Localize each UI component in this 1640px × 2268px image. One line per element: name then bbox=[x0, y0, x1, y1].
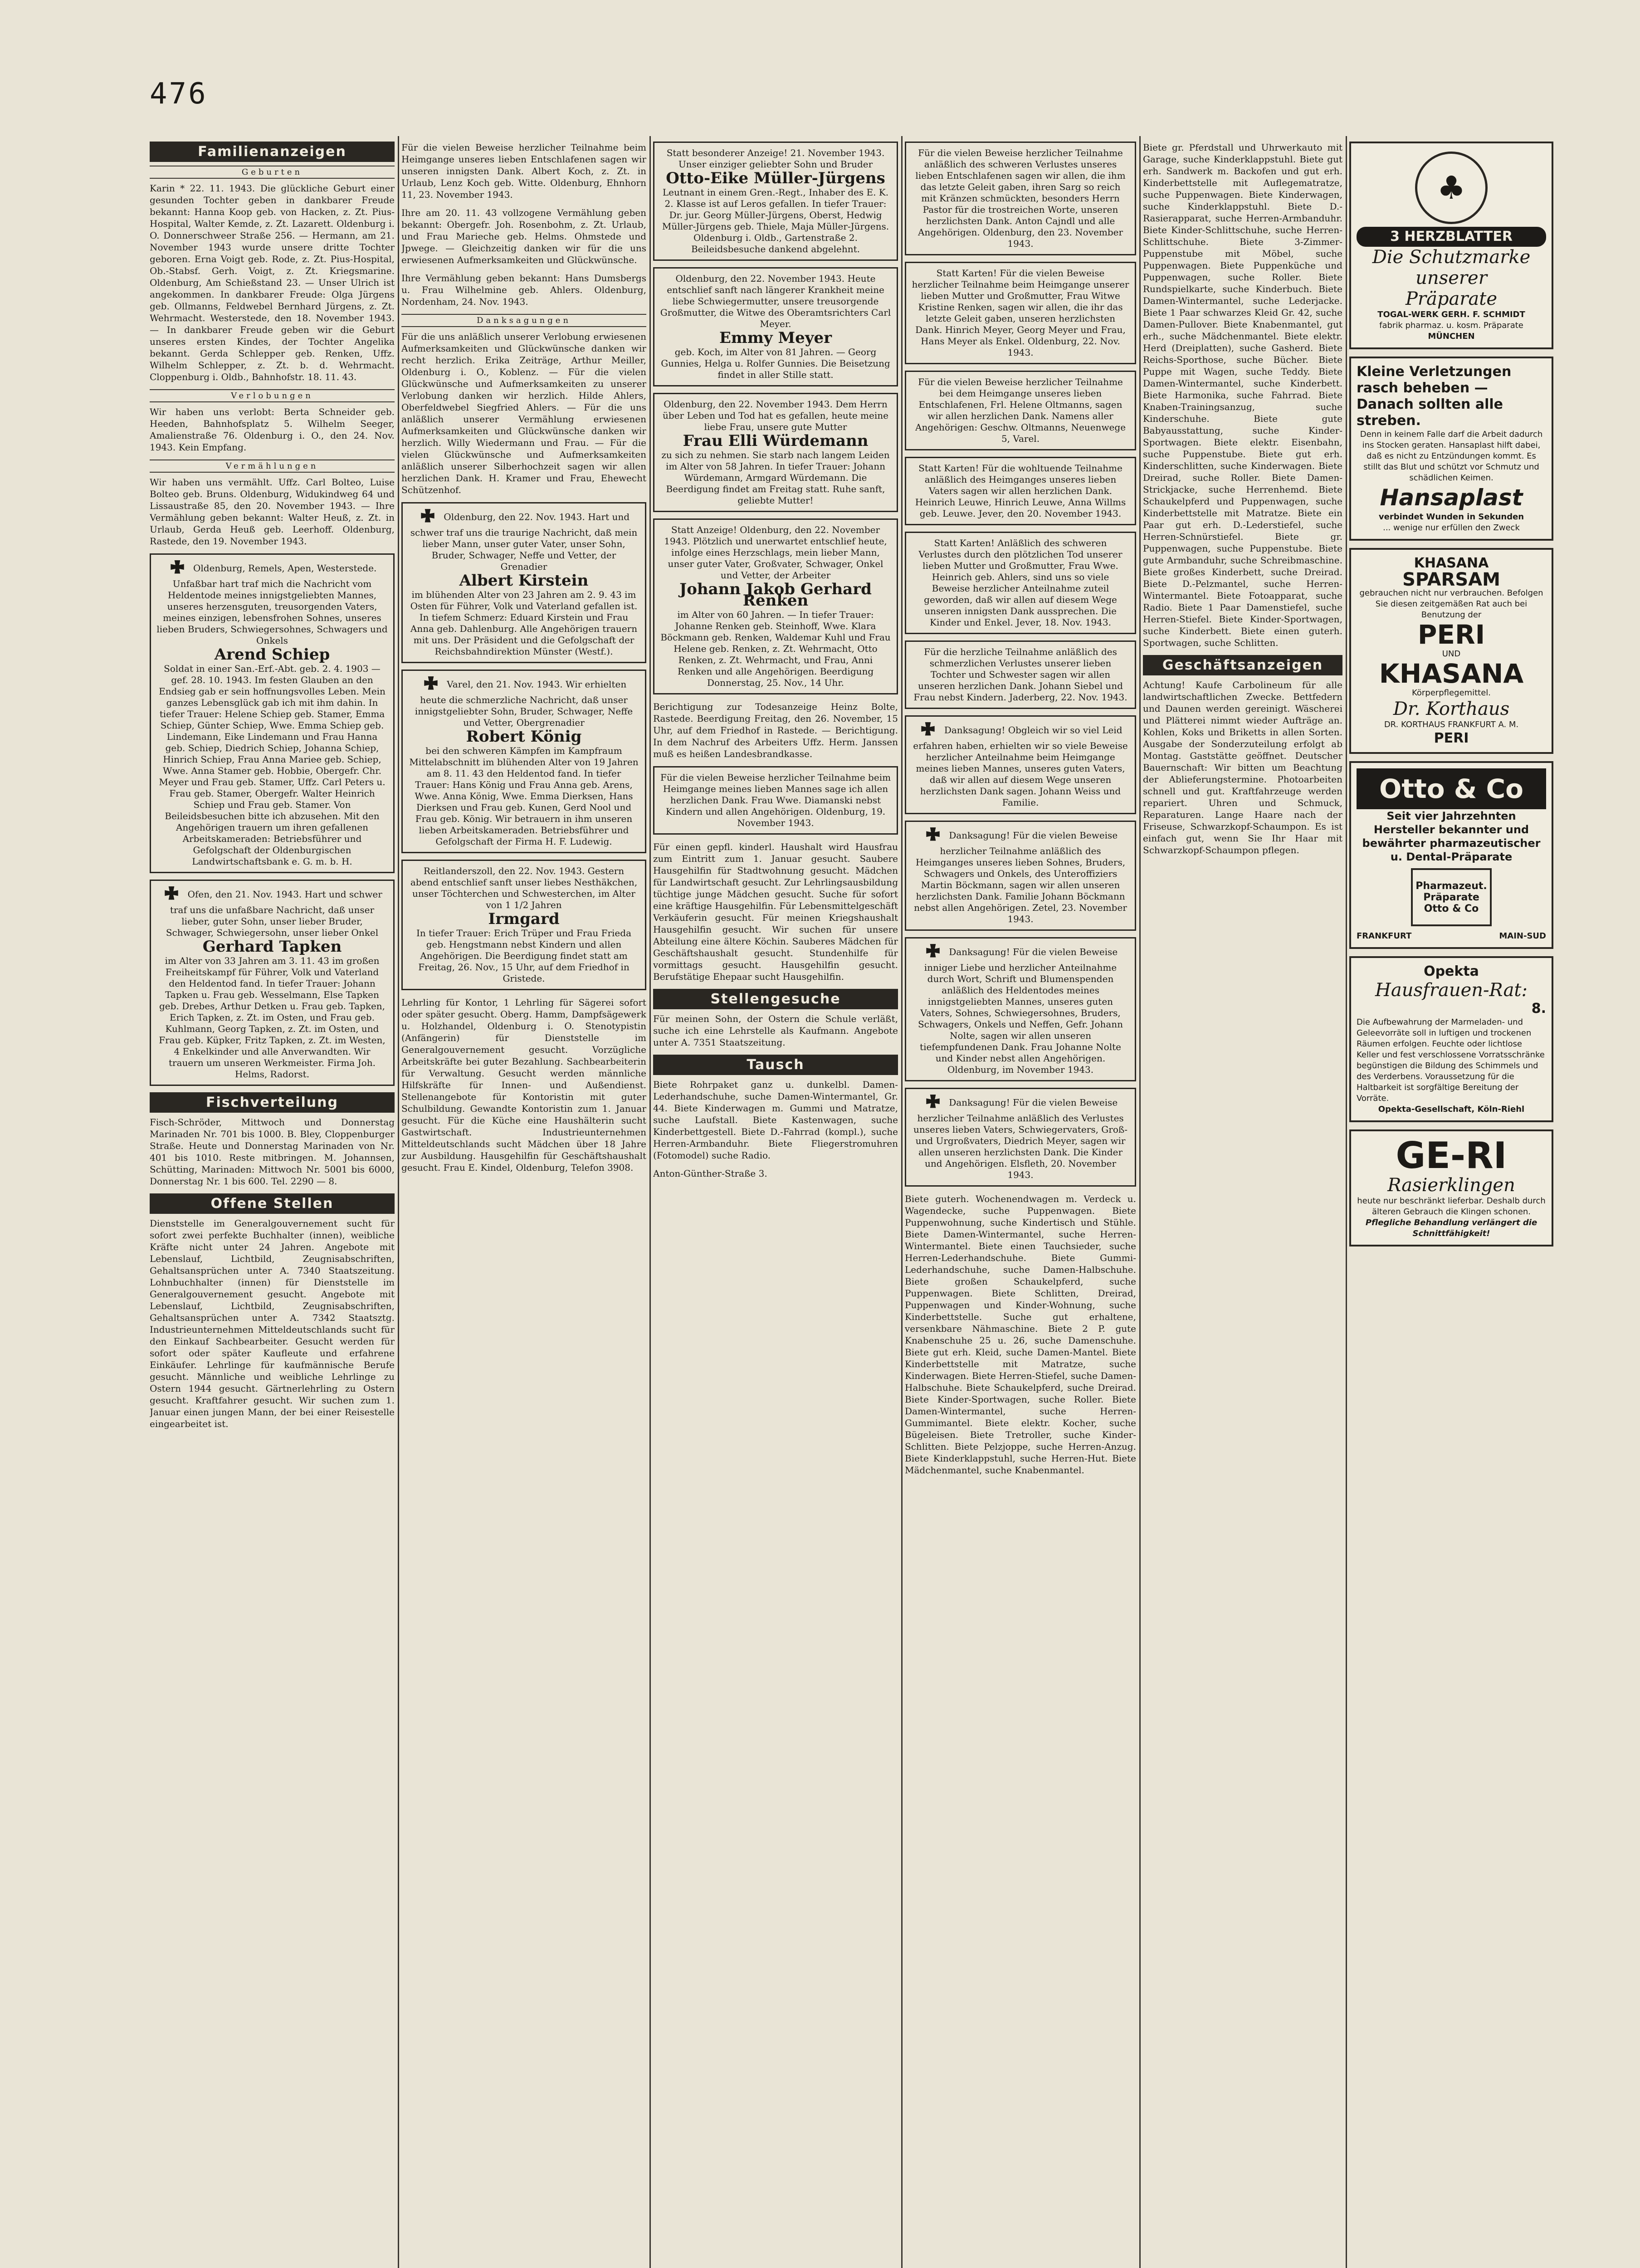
death-notice bbox=[653, 393, 898, 512]
iron-cross-icon bbox=[923, 1094, 942, 1113]
otto-co-stamp: Pharmazeut. Präparate Otto & Co bbox=[1411, 868, 1492, 926]
hansaplast-ad bbox=[1349, 357, 1553, 541]
column-rule bbox=[649, 136, 651, 2268]
togal-line-3: Präparate bbox=[1405, 288, 1498, 309]
engaged-subheader: Verlobungen bbox=[150, 389, 395, 402]
deceased-name: Gerhard Tapken bbox=[202, 938, 342, 956]
iron-cross-icon bbox=[918, 721, 937, 740]
death-notice-text: Oldenburg, Remels, Apen, Westerstede. Unfaßbar hart traf mich die Nachricht vom Heldentode meines innigstgeliebten Mannes, unseres herzensguten, treusorgenden Vaters, meines einzigen, lebensfrohen Sohnes, unseres lieben Bruders, Schwiegersohnes, Schwagers und Onkels bbox=[156, 562, 388, 646]
death-notice-text: Oldenburg, den 22. November 1943. Dem Herrn über Leben und Tod hat es gefallen, heute meine liebe Frau, unsere gute Mutter bbox=[663, 399, 888, 432]
death-notice-body: geb. Koch, im Alter von 81 Jahren. — Georg Gunnies, Helga u. Rolfer Gunnies. Die Beisetzung findet in aller Stille statt. bbox=[661, 347, 890, 380]
death-notice bbox=[653, 267, 898, 386]
khasana-sub: Körperpflegemittel. bbox=[1411, 688, 1491, 698]
togal-maker: TOGAL-WERK GERH. F. SCHMIDT bbox=[1377, 310, 1525, 319]
death-notice-body: zu sich zu nehmen. Sie starb nach langem Leiden im Alter von 58 Jahren. In tiefer Trauer: Johann Würdemann, Armgard Würdemann. Die Beerdigung findet am Freitag statt. Ruhe sanft, geliebte Mutter! bbox=[661, 450, 890, 506]
opekta-number: 8. bbox=[1531, 1001, 1546, 1017]
fish-text: Fisch-Schröder, Mittwoch und Donnerstag Marinaden Nr. 701 bis 1000. B. Bley, Cloppenburger Straße. Heute und Donnerstag Marinaden von Nr. 401 bis 1010. Reste mitbringen. M. Johannsen, Schütting, Marinaden: Mittwoch Nr. 5001 bis 6000, Donnerstag Nr. 1 bis 600. Tel. 2290 — 8. bbox=[150, 1117, 395, 1187]
column-4 bbox=[905, 142, 1136, 2268]
otto-co-ad bbox=[1349, 761, 1553, 949]
iron-cross-icon bbox=[162, 885, 181, 904]
deceased-name: Frau Elli Würdemann bbox=[683, 432, 869, 450]
death-notice-body: Soldat in einer San.-Erf.-Abt. geb. 2. 4. 1903 — gef. 28. 10. 1943. Im festen Glauben an den Endsieg gab er sein hoffnungsvolles Leben. Mein ganzes Lebensglück gab ich mit ihm dahin. In tiefer Trauer: Helene Schiep geb. Stamer, Emma Schiep, Günter Schiep, Wwe. Emma Schiep geb. Lindemann, Eike Lindemann und Frau Hanna geb. Schiep, Diedrich Schiep, Johanna Schiep, Hinrich Schiep, Frau Anna Mariee geb. Schiep, Wwe. Anna Stamer geb. Hobbie, Obergefr. Chr. Meyer und Frau geb. Stamer, Uffz. Carl Peters u. Frau geb. Stamer, Obergefr. Walter Heinrich Schiep und Frau geb. Stamer. Von Beileidsbesuchen bitte ich abzusehen. Mit den Angehörigen trauern um ihren gefallenen Arbeitskameraden: Betriebsführer und Gefolgschaft der Oldenburgischen Landwirtschaftsbank e. G. m. b. H. bbox=[159, 663, 386, 867]
column-3 bbox=[653, 142, 898, 2268]
opekta-brand: Opekta bbox=[1424, 963, 1479, 979]
hansaplast-slogan: verbindet Wunden in Sekunden bbox=[1378, 512, 1524, 522]
togal-sub: fabrik pharmaz. u. kosm. Präparate bbox=[1379, 321, 1523, 330]
thanks-notice: Für die vielen Beweise herzlicher Teilnahme anläßlich des schweren Verlustes unseres lieben Entschlafenen sagen wir allen, die ihm das letzte Geleit gaben, ihren Sarg so reich mit Kränzen schmückten, besonders Herrn Pastor für die trostreichen Worte, unseren herzlichsten Dank. Anton Cajndl und alle Angehörigen. Oldenburg, den 23. November 1943. bbox=[905, 142, 1136, 255]
ge-ri-brand: GE-RI bbox=[1396, 1134, 1507, 1177]
otto-co-city-2: MAIN-SUD bbox=[1499, 931, 1546, 941]
death-notice bbox=[653, 518, 898, 694]
thanks-notice: Für die vielen Beweise herzlicher Teilnahme beim Heimgange meines lieben Mannes sage ich allen herzlichen Dank. Frau Wwe. Diamanski nebst Kindern und allen Angehörigen. Oldenburg, 19. November 1943. bbox=[653, 766, 898, 835]
fish-header: Fischverteilung bbox=[150, 1092, 395, 1113]
iron-cross-icon bbox=[168, 559, 187, 578]
column-2 bbox=[401, 142, 646, 2268]
column-end-text: Anton-Günther-Straße 3. bbox=[653, 1168, 767, 1179]
otto-co-text: Seit vier Jahrzehnten Hersteller bekannter und bewährter pharmazeutischer u. Dental-Präparate bbox=[1362, 810, 1541, 863]
column-rule bbox=[398, 136, 399, 2268]
peri-und: UND bbox=[1442, 649, 1461, 659]
jobs-text: Dienststelle im Generalgouvernement sucht für sofort zwei perfekte Buchhalter (innen), weibliche Kräfte nicht unter 24 Jahren. Angebote mit Lebenslauf, Lichtbild, Zeugnisabschriften, Gehaltsansprüchen unter A. 7340 Staatszeitung. Lohnbuchhalter (innen) für Dienststelle im Generalgouvernement gesucht. Angebote mit Lebenslauf, Lichtbild, Zeugnisabschriften, Gehaltsansprüchen unter A. 7342 Staatsztg. Industrieunternehmen Mitteldeutschlands sucht für den Einkauf Sachbearbeiter. Gesucht werden für sofort oder später Kaufleute und erfahrene Einkäufer. Lehrlinge für kaufmännische Berufe gesucht. Männliche und weibliche Lehrlinge zu Ostern 1944 gesucht. Gärtnerlehrling zu Ostern gesucht. Kraftfahrer gesucht. Wir suchen zum 1. Januar einen jungen Mann, der bei einer Reisestelle eingearbeitet ist. bbox=[150, 1218, 395, 1429]
khasana-badge: KHASANA bbox=[1414, 555, 1489, 571]
togal-ad bbox=[1349, 142, 1553, 349]
deceased-name: Albert Kirstein bbox=[459, 572, 589, 590]
exchange-text: Biete gr. Pferdstall und Uhrwerkauto mit Garage, suche Kinderklappstuhl. Biete gut erh. Sandwerk m. Backofen und gut erh. Kinderbettstelle mit Auflegematratze, suche Puppenwagen. Biete Kinderwagen, suche Kinderklappstuhl. Biete D.-Rasierapparat, suche Herren-Armbanduhr. Biete Kinder-Schlittschuhe, suche Herren-Schlittschuhe. Biete 3-Zimmer-Puppenstube mit Möbel, suche Puppenwagen. Biete Puppenküche und Puppenwagen, suche Roller. Biete Rundspielkarte, suche Kinderbuch. Biete Damen-Wintermantel, suche Lederjacke. Biete 1 Paar schwarzes Kleid Gr. 42, suche Damen-Pullover. Biete Knabenmantel, gut erh., suche Mädchenmantel. Biete elektr. Herd (Dreiplatten), suche Gasherd. Biete Reichs-Sporthose, suche Bücher. Biete Puppe mit Wagen, suche Teddy. Biete Damen-Wintermantel, suche Kinderbett. Biete Harmonika, suche Fahrrad. Biete Knaben-Trainingsanzug, suche Kinderschuhe. Biete gute Babyausstattung, suche Kinder-Sportwagen. Biete elektr. Eisenbahn, suche Puppenstube. Biete gut erh. Kinderschlitten, suche Kinderwagen. Biete Dreirad, suche Roller. Biete Damen-Strickjacke, suche Herrenhemd. Biete Schaukelpferd und Puppenwagen, suche Kinderbettstelle mit Matratze. Biete ein Paar gut erh. D.-Lederstiefel, suche Herren-Schnürstiefel. Biete gr. Puppenwagen, suche Puppenstube. Biete gute Armbanduhr, suche Schreibmaschine. Biete großes Kinderbett, suche Dreirad. Biete D.-Pelzmantel, suche Herren-Wintermantel. Biete Fotoapparat, suche Radio. Biete 1 Paar Damenstiefel, suche Herren-Stiefel. Biete Kinder-Sportwagen, suche Kinderbett. Biete einen guterh. Sportwagen, suche Schlitten. bbox=[1143, 142, 1342, 648]
jobs-header: Offene Stellen bbox=[150, 1193, 395, 1214]
death-notice-text: Statt Anzeige! Oldenburg, den 22. November 1943. Plötzlich und unerwartet entschlief heute, infolge eines Herzschlags, mein lieber Mann, unser guter Vater, Großvater, Schwager, Onkel und Vetter, der Arbeiter bbox=[664, 524, 887, 581]
business-header: Geschäftsanzeigen bbox=[1143, 655, 1342, 675]
khasana-peri-ad bbox=[1349, 548, 1553, 754]
thanks-notice: Statt Karten! Anläßlich des schweren Verlustes durch den plötzlichen Tod unserer lieben Mutter und Großmutter, Frau Wwe. Heinrich geb. Ahlers, sind uns so viele Beweise herzlicher Anteilnahme zuteil geworden, daß wir allen auf diesem Wege unseren innigsten Dank aussprechen. Die Kinder und Enkel. Jever, 18. Nov. 1943. bbox=[905, 532, 1136, 634]
deceased-name: Arend Schiep bbox=[214, 645, 330, 664]
death-notice bbox=[150, 553, 395, 873]
togal-brand: 3 HERZBLATTER bbox=[1357, 227, 1546, 247]
thanks-subheader: Danksagungen bbox=[401, 314, 646, 327]
deceased-name: Johann Jakob Gerhard Renken bbox=[679, 580, 872, 610]
hansaplast-slogan-2: ... wenige nur erfüllen den Zweck bbox=[1383, 523, 1520, 533]
thanks-notice bbox=[905, 1088, 1136, 1187]
business-text: Achtung! Kaufe Carbolineum für alle landwirtschaftlichen Zwecke. Bettfedern und Daunen werden gereinigt. Wäscherei und Plätterei nimmt wieder Aufträge an. Kohlen, Koks und Briketts in allen Sorten. Ausgabe der Sonderzuteilung erfolgt ab Montag. Gaststätte geöffnet. Deutscher Bauernschaft: Wir bitten um Beachtung der Ablieferungstermine. Photoarbeiten schnell und gut. Kraftfahrzeuge werden repariert. Uhren und Schmuck, Reparaturen. Lange Haare nach der Friseuse, Schwarzkopf-Schaumpon. Es ist einfach gut, wenn Sie Ihr Haar mit Schwarzkopf-Schaumpon pflegen. bbox=[1143, 679, 1342, 855]
otto-co-brand: Otto & Co bbox=[1357, 768, 1546, 809]
deceased-name: Otto-Eike Müller-Jürgens bbox=[666, 169, 885, 187]
opekta-text: Die Aufbewahrung der Marmeladen- und Geleevorräte soll in luftigen und trockenen Räumen erfolgen. Feuchte oder lichtlose Keller und fest verschlossene Vorratsschränke begünstigen die Bildung des Schimmels und des Verderbens. Voraussetzung für die Haltbarkeit ist sorgfältige Bereitung der Vorräte. bbox=[1357, 1017, 1545, 1103]
togal-city: MÜNCHEN bbox=[1428, 332, 1475, 341]
thanks-notice-text: Danksagung! Für die vielen Beweise herzlicher Teilnahme anläßlich des Verlustes unseres lieben Vaters, Schwiegervaters, Groß- und Urgroßvaters, Diedrich Meyer, sagen wir allen unseren herzlichsten Dank. Die Kinder und Angehörigen. Elsfleth, 20. November 1943. bbox=[913, 1097, 1128, 1180]
thanks-text: Für die uns anläßlich unserer Verlobung erwiesenen Aufmerksamkeiten und Glückwünsche danken wir recht herzlich. Erika Zeiträge, Arthur Meiller, Oldenburg i. O., Koblenz. — Für die vielen Glückwünsche und Aufmerksamkeiten zu unserer Verlobung danken wir herzlich. Hilde Ahlers, Oberfeldwebel Siegfried Ahlers. — Für die uns anläßlich unserer Vermählung erwiesenen Aufmerksamkeiten und Glückwünsche danken wir herzlich. Willy Wiedermann und Frau. — Für die vielen Glückwünsche und Aufmerksamkeiten anläßlich unserer Silberhochzeit sagen wir allen herzlichen Dank. H. Kramer und Frau, Ehewecht Schützenhof. bbox=[401, 331, 646, 495]
exchange-text: Biete guterh. Wochenendwagen m. Verdeck u. Wagendecke, suche Puppenwagen. Biete Puppenwohnung, suche Kindertisch und Stühle. Biete Damen-Wintermantel, suche Herren-Wintermantel. Biete einen Tauchsieder, suche Herren-Lederhandschuhe. Biete Gummi-Lederhandschuhe, suche Damen-Halbschuhe. Biete großen Schaukelpferd, suche Puppenwagen. Biete Schlitten, Dreirad, Puppenwagen und Kinder-Wohnung, suche Kinderbettstelle. Suche gut erhaltene, versenkbare Nähmaschine. Biete 2 P. gute Knabenschuhe 25 u. 26, suche Damenschuhe. Biete gut erh. Kleid, suche Damen-Mantel. Biete Kinderbettstelle mit Matratze, suche Kinderwagen. Biete Herren-Stiefel, suche Damen-Halbschuhe. Biete Schaukelpferd, suche Dreirad. Biete Kinder-Sportwagen, suche Roller. Biete Damen-Wintermantel, suche Herren-Gummimantel. Biete elektr. Kocher, suche Bügeleisen. Biete Tretroller, suche Kinder-Schlitten. Biete Pelzjoppe, suche Herren-Anzug. Biete Kinderklappstuhl, suche Herren-Hut. Biete Mädchenmantel, suche Knabenmantel. bbox=[905, 1193, 1136, 1476]
thanks-notice-text: Danksagung! Für die vielen Beweise inniger Liebe und herzlicher Anteilnahme durch Wort, Schrift und Blumenspenden anläßlich des Heldentodes meines innigstgeliebten Mannes, unseres guten Vaters, Sohnes, Schwiegersohnes, Bruders, Schwagers, Onkels und Neffen, Gefr. Johann Nolte, sagen wir allen unseren tiefempfundenen Dank. Frau Johanne Nolte und Kinder nebst allen Angehörigen. Oldenburg, im November 1943. bbox=[918, 946, 1123, 1075]
exchange-header: Tausch bbox=[653, 1055, 898, 1075]
situations-header: Stellengesuche bbox=[653, 989, 898, 1009]
opekta-ad bbox=[1349, 956, 1553, 1122]
opekta-title: Hausfrauen-Rat: bbox=[1375, 980, 1528, 1001]
exchange-text: Biete Rohrpaket ganz u. dunkelbl. Damen-Lederhandschuhe, suche Damen-Wintermantel, Gr. 44. Biete Kinderwagen m. Gummi und Matratze, suche Laufstall. Biete Kastenwagen, suche Kinderbettgestell. Biete D.-Fahrrad (kompl.), suche Herren-Armbanduhr. Biete Fliegerstromuhren (Fotomodel) suche Radio. bbox=[653, 1079, 898, 1161]
death-notice-text: Oldenburg, den 22. Nov. 1943. Hart und schwer traf uns die traurige Nachricht, daß mein lieber Mann, unser guter Vater, unser Sohn, Bruder, Schwager, Neffe und Vetter, der Grenadier bbox=[410, 511, 638, 572]
death-notice bbox=[150, 880, 395, 1086]
korthaus-footer: DR. KORTHAUS FRANKFURT A. M. bbox=[1384, 720, 1519, 729]
deceased-name: Emmy Meyer bbox=[719, 329, 832, 347]
thanks-notice: Statt Karten! Für die vielen Beweise herzlicher Teilnahme beim Heimgange unserer lieben Mutter und Großmutter, Frau Witwe Kristine Renken, sagen wir allen, die ihr das letzte Geleit gaben, unseren herzlichsten Dank. Hinrich Meyer, Georg Meyer und Frau, Hans Meyer als Enkel. Oldenburg, 22. Nov. 1943. bbox=[905, 262, 1136, 364]
thanks-notice-text: Danksagung! Obgleich wir so viel Leid erfahren haben, erhielten wir so viele Beweise herzlicher Anteilnahme beim Heimgange meines lieben Mannes, unseres guten Vaters, daß wir allen auf diesem Wege unseren herzlichsten Dank sagen. Johann Weiss und Familie. bbox=[913, 724, 1128, 808]
ge-ri-text: heute nur beschränkt lieferbar. Deshalb durch älteren Gebrauch die Klingen schonen. bbox=[1357, 1196, 1546, 1217]
death-notice-body: bei den schweren Kämpfen im Kampfraum Mittelabschnitt im blühenden Alter von 19 Jahren am 8. 11. 43 den Heldentod fand. In tiefer Trauer: Hans König und Frau Anna geb. Arens, Wwe. Anna König, Wwe. Emma Dierksen, Hans Dierksen und Frau geb. Kunen, Gerd Nool und Frau geb. König. Wir betrauern in ihm unseren lieben Arbeitskameraden. Betriebsführer und Gefolgschaft der Firma H. F. Ludewig. bbox=[409, 745, 639, 847]
death-notice bbox=[401, 502, 646, 663]
column-rule bbox=[1139, 136, 1141, 2268]
page-number: 476 bbox=[150, 77, 208, 111]
family-header: Familienanzeigen bbox=[150, 142, 395, 162]
births-text: Karin * 22. 11. 1943. Die glückliche Geburt einer gesunden Tochter geben in dankbarer Freude bekannt: Hanna Koop geb. von Hacken, z. Zt. Pius-Hospital, Walter Kemde, z. Zt. Lazarett. Oldenburg i. O. Donnerschweer Straße 256. — Hermann, am 21. November 1943 wurde unsere dritte Tochter geboren. Erna Voigt geb. Rode, z. Zt. Pius-Hospital, Ob.-Stabsf. Gerh. Voigt, z. Zt. Kriegsmarine. Oldenburg, Am Schießstand 23. — Unser Ulrich ist angekommen. In dankbarer Freude: Olga Jürgens geb. Ollmanns, Feldwebel Bernhard Jürgens, z. Zt. Wehrmacht. Westerstede, den 18. November 1943. — In dankbarer Freude geben wir die Geburt unseres ersten Kindes, der Tochter Angelika bekannt. Gerda Schlepper geb. Renken, Uffz. Wilhelm Schlepper, z. Zt. b. d. Wehrmacht. Cloppenburg i. Oldb., Bahnhofstr. 18. 11. 43. bbox=[150, 183, 395, 382]
death-notice-body: Leutnant in einem Gren.-Regt., Inhaber des E. K. 2. Klasse ist auf Leros gefallen. In tiefer Trauer: Dr. jur. Georg Müller-Jürgens, Oberst, Hedwig Müller-Jürgens geb. Thiele, Maja Müller-Jürgens. Oldenburg i. Oldb., Gartenstraße 2. Beileidsbesuche dankend abgelehnt. bbox=[662, 187, 889, 254]
opekta-footer: Opekta-Gesellschaft, Köln-Riehl bbox=[1378, 1105, 1525, 1114]
notice-text: Ihre am 20. 11. 43 vollzogene Vermählung geben bekannt: Obergefr. Joh. Rosenbohm, z. Zt. Urlaub, und Frau Marieche geb. Helms. Ohmstede und Jpwege. — Gleichzeitig danken wir für die uns erwiesenen Aufmerksamkeiten und Glückwünsche. bbox=[401, 207, 646, 265]
correction-text: Berichtigung zur Todesanzeige Heinz Bolte, Rastede. Beerdigung Freitag, den 26. November, 15 Uhr, auf dem Friedhof in Rastede. — Berichtigung. In dem Nachruf des Arbeiters Uffz. Herm. Janssen muß es heißen Landesbrandkasse. bbox=[653, 701, 898, 759]
death-notice-text: Oldenburg, den 22. November 1943. Heute entschlief sanft nach längerer Krankheit meine liebe Schwiegermutter, unsere treusorgende Großmutter, die Witwe des Oberamtsrichters Carl Meyer. bbox=[660, 273, 891, 329]
khasana-brand: KHASANA bbox=[1379, 658, 1524, 689]
death-notice bbox=[653, 142, 898, 261]
death-notice bbox=[401, 860, 646, 990]
column-rule bbox=[1346, 136, 1347, 2268]
death-notice-text: Statt besonderer Anzeige! 21. November 1943. Unser einziger geliebter Sohn und Bruder bbox=[666, 147, 885, 170]
thanks-notice bbox=[905, 715, 1136, 814]
notice-text: Für die vielen Beweise herzlicher Teilnahme beim Heimgange unseres lieben Entschlafenen sagen wir unseren innigsten Dank. Albert Koch, z. Zt. in Urlaub, Lenz Koch geb. Witte. Oldenburg, Ehnhorn 11, 23. November 1943. bbox=[401, 142, 646, 200]
peri-brand: PERI bbox=[1417, 619, 1485, 650]
ge-ri-ad bbox=[1349, 1129, 1553, 1246]
column-6-ads bbox=[1349, 142, 1553, 2268]
column-rule bbox=[901, 136, 903, 2268]
hansaplast-text: Denn in keinem Falle darf die Arbeit dadurch ins Stocken geraten. Hansaplast hilft dabei, daß es nicht zu Entzündungen kommt. Es stillt das Blut und schützt vor Schmutz und schädlichen Keimen. bbox=[1360, 430, 1543, 483]
death-notice bbox=[401, 670, 646, 853]
ge-ri-footer: Pflegliche Behandlung verlängert die Schnittfähigkeit! bbox=[1365, 1218, 1538, 1238]
thanks-notice: Statt Karten! Für die wohltuende Teilnahme anläßlich des Heimganges unseres lieben Vaters sagen wir allen herzlichen Dank. Heinrich Leuwe, Hinrich Leuwe, Anna Willms geb. Leuwe. Jever, den 20. November 1943. bbox=[905, 457, 1136, 525]
ge-ri-sub: Rasierklingen bbox=[1387, 1175, 1515, 1196]
births-subheader: Geburten bbox=[150, 166, 395, 179]
iron-cross-icon bbox=[923, 943, 942, 962]
jobs-text: Für einen gepfl. kinderl. Haushalt wird Hausfrau zum Eintritt zum 1. Januar gesucht. Saubere Hausgehilfin für Stadtwohnung gesucht. Mädchen für Landwirtschaft gesucht. Zur Lehrlingsausbildung tüchtige junge Mädchen gesucht. Suche für sofort eine kräftige Hausgehilfin. Für Lebensmittelgeschäft Verkäuferin gesucht. Für meinen Kriegshaushalt Hausgehilfin gesucht. Wir suchen für unsere Abteilung eine ältere Köchin. Sauberes Mädchen für Geschäftshaushalt gesucht. Stundenhilfe für vormittags gesucht. Hausgehilfin gesucht. Berufstätige Ehepaar sucht Hausgehilfin. bbox=[653, 841, 898, 982]
jobs-text: Lehrling für Kontor, 1 Lehrling für Sägerei sofort oder später gesucht. Oberg. Hamm, Dampfsägewerk u. Holzhandel, Oldenburg i. O. Stenotypistin (Anfängerin) für Dienststelle im Generalgouvernement gesucht. Vorzügliche Arbeitskräfte bei guter Bezahlung. Sachbearbeiterin für Verwaltung. Gesucht werden männliche Hilfskräfte für Innen- und Außendienst. Stellenangebote für Kontoristin mit guter Schulbildung. Gewandte Kontoristin zum 1. Januar gesucht. Für die Küche eine Haushälterin sucht Gastwirtschaft. Industrieunternehmen Mitteldeutschlands sucht Mädchen über 18 Jahre zur Ausbildung. Hausgehilfin für Geschäftshaushalt gesucht. Frau E. Kindel, Oldenburg, Telefon 3908. bbox=[401, 997, 646, 1173]
iron-cross-icon bbox=[923, 826, 942, 846]
hansaplast-brand: Hansaplast bbox=[1380, 484, 1523, 511]
otto-co-city-1: FRANKFURT bbox=[1357, 931, 1412, 941]
thanks-notice-text: Danksagung! Für die vielen Beweise herzlicher Teilnahme anläßlich des Heimganges unseres lieben Sohnes, Bruders, Schwagers und Onkels, des Unteroffiziers Martin Böckmann, sagen wir allen unseren herzlichsten Dank. Familie Johann Böckmann nebst allen Angehörigen. Zetel, 23. November 1943. bbox=[914, 830, 1127, 924]
death-notice-body: im Alter von 60 Jahren. — In tiefer Trauer: Johanne Renken geb. Steinhoff, Wwe. Klara Böckmann geb. Renken, Waldemar Kuhl und Frau Helene geb. Renken, z. Zt. Wehrmacht, Otto Renken, z. Zt. Wehrmacht, und Frau, Anni Renken und alle Angehörigen. Beerdigung Donnerstag, 25. Nov., 14 Uhr. bbox=[660, 609, 891, 688]
three-hearts-logo-icon: ♣ bbox=[1415, 152, 1488, 224]
deceased-name: Robert König bbox=[466, 728, 582, 746]
iron-cross-icon bbox=[418, 508, 437, 527]
thanks-notice bbox=[905, 937, 1136, 1081]
column-1 bbox=[150, 142, 395, 2268]
death-notice-text: Ofen, den 21. Nov. 1943. Hart und schwer traf uns die unfaßbare Nachricht, daß unser lieber, guter Sohn, unser lieber Bruder, Schwager, Schwiegersohn, unser lieber Onkel bbox=[166, 889, 382, 938]
death-notice-text: Reitlanderszoll, den 22. Nov. 1943. Gestern abend entschlief sanft unser liebes Nesthäkchen, unser Töchterchen und Schwesterchen, im Alter von 1 1/2 Jahren bbox=[410, 865, 638, 910]
togal-line-1: Die Schutzmarke bbox=[1372, 247, 1531, 268]
death-notice-body: In tiefer Trauer: Erich Trüper und Frau Frieda geb. Hengstmann nebst Kindern und allen Angehörigen. Die Beerdigung findet statt am Freitag, 26. Nov., 15 Uhr, auf dem Friedhof in Gristede. bbox=[416, 928, 631, 984]
peri-bottom: PERI bbox=[1434, 730, 1469, 746]
death-notice-text: Varel, den 21. Nov. 1943. Wir erhielten heute die schmerzliche Nachricht, daß unser innigstgeliebter Sohn, Bruder, Schwager, Neffe und Vetter, Obergrenadier bbox=[415, 679, 633, 728]
hansaplast-headline: Kleine Verletzungen rasch beheben — Danach sollten alle streben. bbox=[1357, 364, 1512, 429]
iron-cross-icon bbox=[421, 675, 440, 694]
deceased-name: Irmgard bbox=[488, 910, 560, 928]
notice-text: Ihre Vermählung geben bekannt: Hans Dumsbergs u. Frau Wilhelmine geb. Ahlers. Oldenburg, Nordenham, 24. Nov. 1943. bbox=[401, 273, 646, 307]
death-notice-body: im Alter von 33 Jahren am 3. 11. 43 im großen Freiheitskampf für Führer, Volk und Vaterland den Heldentod fand. In tiefer Trauer: Johann Tapken u. Frau geb. Wesselmann, Else Tapken geb. Drebes, Arthur Detken u. Frau geb. Tapken, Erich Tapken, z. Zt. im Osten, und Frau geb. Kuhlmann, Georg Tapken, z. Zt. im Osten, und Frau geb. Küpker, Fritz Tapken, z. Zt. im Westen, 4 Enkelkinder und alle Anverwandten. Wir trauern um unseren Werkmeister. Firma Joh. Helms, Radorst. bbox=[159, 955, 386, 1080]
thanks-notice: Für die vielen Beweise herzlicher Teilnahme bei dem Heimgange unseres lieben Entschlafenen, Frl. Helene Oltmanns, sagen wir allen herzlichen Dank. Namens aller Angehörigen: Geschw. Oltmanns, Neuenwege 5, Varel. bbox=[905, 371, 1136, 450]
khasana-text: gebrauchen nicht nur verbrauchen. Befolgen Sie diesen zeitgemäßen Rat auch bei Benutzung der bbox=[1359, 588, 1543, 620]
thanks-notice bbox=[905, 821, 1136, 931]
engaged-text: Wir haben uns verlobt: Berta Schneider geb. Heeden, Bahnhofsplatz 5. Wilhelm Seeger, Amalienstraße 76. Oldenburg i. O., den 24. Nov. 1943. Kein Empfang. bbox=[150, 406, 395, 453]
togal-line-2: unserer bbox=[1415, 268, 1487, 288]
married-text: Wir haben uns vermählt. Uffz. Carl Bolteo, Luise Bolteo geb. Bruns. Oldenburg, Widukindweg 64 und Lissaustraße 85, den 20. November 1943. — Ihre Vermählung geben bekannt: Walter Heuß, z. Zt. in Urlaub, Gerda Heuß geb. Leerhoff. Oldenburg, Rastede, den 19. November 1943. bbox=[150, 477, 395, 547]
death-notice-body: im blühenden Alter von 23 Jahren am 2. 9. 43 im Osten für Führer, Volk und Vaterland gefallen ist. In tiefem Schmerz: Eduard Kirstein und Frau Anna geb. Dahlenburg. Alle Angehörigen trauern mit uns. Der Präsident und die Gefolgschaft der Reichsbahndirektion Münster (Westf.). bbox=[410, 589, 638, 657]
thanks-notice: Für die herzliche Teilnahme anläßlich des schmerzlichen Verlustes unserer lieben Tochter und Schwester sagen wir allen unseren herzlichen Dank. Johann Siebel und Frau nebst Kindern. Jaderberg, 22. Nov. 1943. bbox=[905, 640, 1136, 709]
korthaus-signature: Dr. Korthaus bbox=[1393, 699, 1510, 719]
column-5 bbox=[1143, 142, 1342, 2268]
situations-text: Für meinen Sohn, der Ostern die Schule verläßt, suche ich eine Lehrstelle als Kaufmann. Angebote unter A. 7351 Staatszeitung. bbox=[653, 1013, 898, 1048]
khasana-sparsam: SPARSAM bbox=[1402, 569, 1500, 590]
married-subheader: Vermählungen bbox=[150, 459, 395, 473]
